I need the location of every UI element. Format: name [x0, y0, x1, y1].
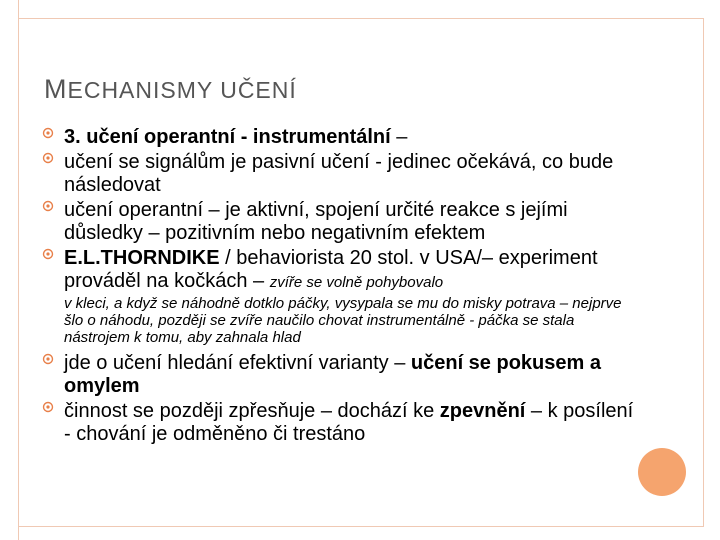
- bullet-icon: [42, 401, 53, 412]
- decorative-circle: [638, 448, 686, 496]
- slide-title: MECHANISMY UČENÍ: [44, 74, 297, 104]
- list-item: E.L.THORNDIKE / behaviorista 20 stol. v USA/– experiment prováděl na kočkách – zvíře se volně pohybovalo: [40, 247, 640, 293]
- list-item: 3. učení operantní - instrumentální –: [40, 126, 640, 149]
- list-item: učení operantní – je aktivní, spojení určité reakce s jejími důsledky – pozitivním nebo negativním efektem: [40, 199, 640, 245]
- bullet-icon: [42, 353, 53, 364]
- list-item: učení se signálům je pasivní učení - jedinec očekává, co bude následovat: [40, 151, 640, 197]
- slide-content: [40, 126, 640, 448]
- bullet-icon: [42, 152, 53, 163]
- list-item: činnost se později zpřesňuje – dochází ke zpevnění – k posílení - chování je odměněno či trestáno: [40, 400, 640, 446]
- bullet-icon: [42, 200, 53, 211]
- sub-paragraph: v kleci, a když se náhodně dotklo páčky, vysypala se mu do misky potrava – nejprve šlo o náhodu, později se zvíře naučilo chovat instrumentálně - páčka se stala nástrojem k tomu, aby zahnala hlad: [64, 295, 622, 346]
- bullet-icon: [42, 248, 53, 259]
- bullet-icon: [42, 127, 53, 138]
- list-item: jde o učení hledání efektivní varianty – učení se pokusem a omylem: [40, 352, 640, 398]
